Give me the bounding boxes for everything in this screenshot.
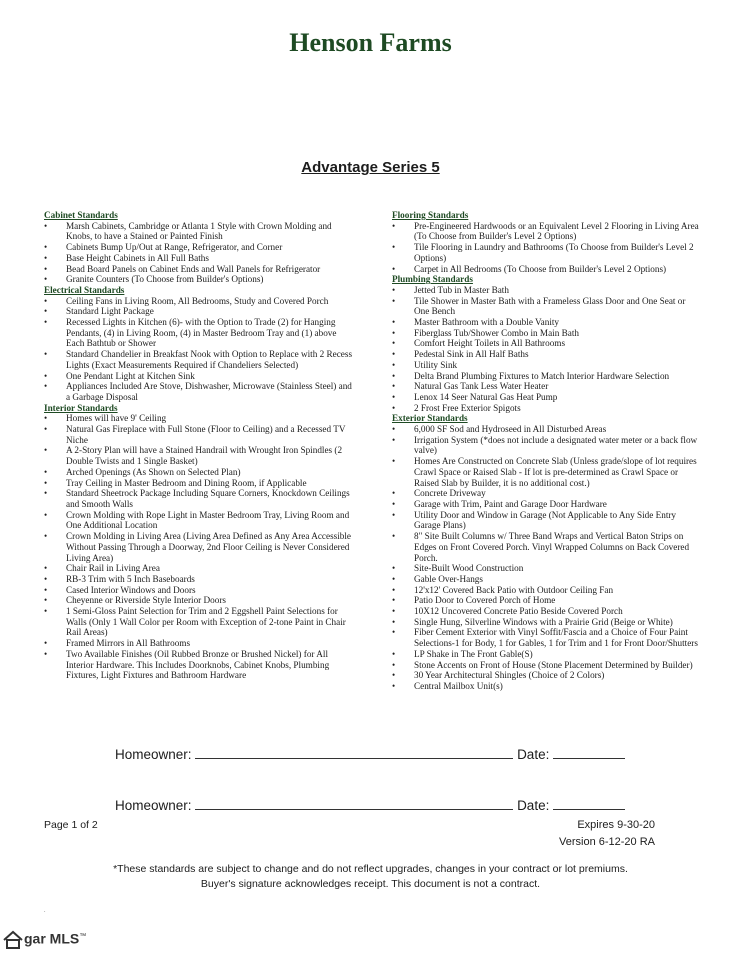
list-item: • 6,000 SF Sod and Hydroseed in All Disturbed Areas (392, 424, 702, 435)
list-item: • 8" Site Built Columns w/ Three Band Wraps and Vertical Baton Strips on Edges on Front Covered Porch. Vinyl Wrapped Columns on Back Covered Porch. (392, 531, 702, 563)
list-item: • Bead Board Panels on Cabinet Ends and Wall Panels for Refrigerator (44, 264, 354, 275)
disclaimer-line-2: Buyer's signature acknowledges receipt. This document is not a contract. (200, 877, 541, 890)
series-subtitle: Advantage Series 5 (301, 159, 440, 176)
list-item: • Cabinets Bump Up/Out at Range, Refrigerator, and Corner (44, 242, 354, 253)
disclaimer-line-1: *These standards are subject to change and do not reflect upgrades, changes in your contract or lot premiums. (113, 863, 628, 875)
list-item: • Homes Are Constructed on Concrete Slab (Unless grade/slope of lot requires Crawl Space or Raised Slab - If lot is pre-determined as Crawl Space or Raised Slab by Builder, it is no additional cost.) (392, 456, 702, 488)
list-item: • Granite Counters (To Choose from Builder's Options) (44, 274, 354, 285)
list-item: • Single Hung, Silverline Windows with a Prairie Grid (Beige or White) (392, 617, 702, 628)
standards-list (392, 424, 702, 692)
list-item: • Marsh Cabinets, Cambridge or Atlanta 1 Style with Crown Molding and Knobs, to have a Stained or Painted Finish (44, 221, 354, 242)
list-item: • Standard Sheetrock Package Including Square Corners, Knockdown Ceilings and Smooth Walls (44, 488, 354, 509)
list-item: • 12'x12' Covered Back Patio with Outdoor Ceiling Fan (392, 585, 702, 596)
list-item: • Ceiling Fans in Living Room, All Bedrooms, Study and Covered Porch (44, 296, 354, 307)
right-column (392, 210, 702, 692)
list-item: • Gable Over-Hangs (392, 574, 702, 585)
signature-row-2 (115, 797, 625, 813)
list-item: • Fiber Cement Exterior with Vinyl Soffit/Fascia and a Choice of Four Paint Selections-1 for Body, 1 for Gables, 1 for Trim and 1 for Front Door/Shutters (392, 627, 702, 648)
homeowner-label: Homeowner: (115, 798, 192, 813)
list-item: • Delta Brand Plumbing Fixtures to Match Interior Hardware Selection (392, 371, 702, 382)
list-item: • LP Shake in The Front Gable(S) (392, 649, 702, 660)
list-item: • Central Mailbox Unit(s) (392, 681, 702, 692)
list-item: • Natural Gas Tank Less Water Heater (392, 381, 702, 392)
list-item: • Garage with Trim, Paint and Garage Door Hardware (392, 499, 702, 510)
page-title: Henson Farms (289, 28, 452, 57)
list-item: • Stone Accents on Front of House (Stone Placement Determined by Builder) (392, 660, 702, 671)
list-item: • 2 Frost Free Exterior Spigots (392, 403, 702, 414)
signature-row-1 (115, 746, 625, 762)
section-heading: Interior Standards (44, 402, 118, 413)
date-label: Date: (517, 747, 550, 762)
house-icon (2, 930, 24, 950)
list-item: • Pedestal Sink in All Half Baths (392, 349, 702, 360)
list-item: • 10X12 Uncovered Concrete Patio Beside Covered Porch (392, 606, 702, 617)
homeowner-label: Homeowner: (115, 747, 192, 762)
list-item: • RB-3 Trim with 5 Inch Baseboards (44, 574, 354, 585)
list-item: • Arched Openings (As Shown on Selected Plan) (44, 467, 354, 478)
list-item: • Two Available Finishes (Oil Rubbed Bronze or Brushed Nickel) for All Interior Hardware. This Includes Doorknobs, Cabinet Knobs, Plumbing Fixtures, Light Fixtures and Bathroom Hardware (44, 649, 354, 681)
page-number: Page 1 of 2 (44, 819, 98, 831)
list-item: • Patio Door to Covered Porch of Home (392, 595, 702, 606)
list-item: • Carpet in All Bedrooms (To Choose from Builder's Level 2 Options) (392, 264, 702, 275)
list-item: • A 2-Story Plan will have a Stained Handrail with Wrought Iron Spindles (2 Double Twists and 1 Single Basket) (44, 445, 354, 466)
expires-date: Expires 9-30-20 (577, 819, 655, 831)
disclaimer (0, 862, 741, 891)
list-item: • Crown Molding with Rope Light in Master Bedroom Tray, Living Room and One Additional Location (44, 510, 354, 531)
section-heading: Flooring Standards (392, 210, 469, 220)
section-heading: Cabinet Standards (44, 210, 118, 220)
date-line[interactable] (553, 746, 625, 759)
list-item: • Standard Light Package (44, 306, 354, 317)
list-item: • Irrigation System (*does not include a designated water meter or a back flow valve) (392, 435, 702, 456)
date-line[interactable] (553, 797, 625, 810)
list-item: • Fiberglass Tub/Shower Combo in Main Bath (392, 328, 702, 339)
section-heading: Exterior Standards (392, 413, 468, 424)
list-item: • Chair Rail in Living Area (44, 563, 354, 574)
list-item: • Standard Chandelier in Breakfast Nook with Option to Replace with 2 Recess Lights (Exact Measurements Required if Chandeliers Selected) (44, 349, 354, 370)
list-item: • Framed Mirrors in All Bathrooms (44, 638, 354, 649)
standards-list (44, 413, 354, 681)
list-item: • Appliances Included Are Stove, Dishwasher, Microwave (Stainless Steel) and a Garbage Disposal (44, 381, 354, 402)
section-heading: Electrical Standards (44, 284, 125, 295)
dot-mark: . (44, 908, 46, 914)
homeowner-signature-line[interactable] (195, 797, 513, 810)
list-item: • Tray Ceiling in Master Bedroom and Dining Room, if Applicable (44, 478, 354, 489)
list-item: • Master Bathroom with a Double Vanity (392, 317, 702, 328)
list-item: • Lenox 14 Seer Natural Gas Heat Pump (392, 392, 702, 403)
version-text: Version 6-12-20 RA (559, 836, 655, 848)
list-item: • Cheyenne or Riverside Style Interior Doors (44, 595, 354, 606)
list-item: • 30 Year Architectural Shingles (Choice of 2 Colors) (392, 670, 702, 681)
list-item: • Jetted Tub in Master Bath (392, 285, 702, 296)
list-item: • One Pendant Light at Kitchen Sink (44, 371, 354, 382)
homeowner-signature-line[interactable] (195, 746, 513, 759)
list-item: • Utility Door and Window in Garage (Not Applicable to Any Side Entry Garage Plans) (392, 510, 702, 531)
list-item: • Comfort Height Toilets in All Bathrooms (392, 338, 702, 349)
list-item: • Base Height Cabinets in All Full Baths (44, 253, 354, 264)
list-item: • Tile Flooring in Laundry and Bathrooms (To Choose from Builder's Level 2 Options) (392, 242, 702, 263)
list-item: • Pre-Engineered Hardwoods or an Equivalent Level 2 Flooring in Living Area (To Choose from Builder's Level 2 Options) (392, 221, 702, 242)
list-item: • Cased Interior Windows and Doors (44, 585, 354, 596)
list-item: • Crown Molding in Living Area (Living Area Defined as Any Area Accessible Without Passing Through a Doorway, 2nd Floor Ceiling is Never Considered Living Area) (44, 531, 354, 563)
standards-list (44, 221, 354, 285)
list-item: • Utility Sink (392, 360, 702, 371)
list-item: • Recessed Lights in Kitchen (6)- with the Option to Trade (2) for Hanging Pendants, (4) in Living Room, (4) in Master Bedroom Tray and (1) above Each Bathtub or Shower (44, 317, 354, 349)
standards-list (44, 296, 354, 403)
list-item: • Concrete Driveway (392, 488, 702, 499)
list-item: • 1 Semi-Gloss Paint Selection for Trim and 2 Eggshell Paint Selections for Walls (Only 1 Wall Color per Room with Exception of 2-tone Paint in Chair Rail Areas) (44, 606, 354, 638)
list-item: • Natural Gas Fireplace with Full Stone (Floor to Ceiling) and a Recessed TV Niche (44, 424, 354, 445)
section-heading: Plumbing Standards (392, 274, 473, 285)
list-item: • Homes will have 9' Ceiling (44, 413, 354, 424)
list-item: • Tile Shower in Master Bath with a Frameless Glass Door and One Seat or One Bench (392, 296, 702, 317)
logo-text: gar MLS (24, 930, 80, 947)
list-item: • Site-Built Wood Construction (392, 563, 702, 574)
left-column (44, 210, 354, 681)
mls-logo: gar MLS™ (2, 930, 86, 950)
standards-list (392, 285, 702, 413)
date-label: Date: (517, 798, 550, 813)
standards-list (392, 221, 702, 275)
version-block (559, 817, 655, 851)
